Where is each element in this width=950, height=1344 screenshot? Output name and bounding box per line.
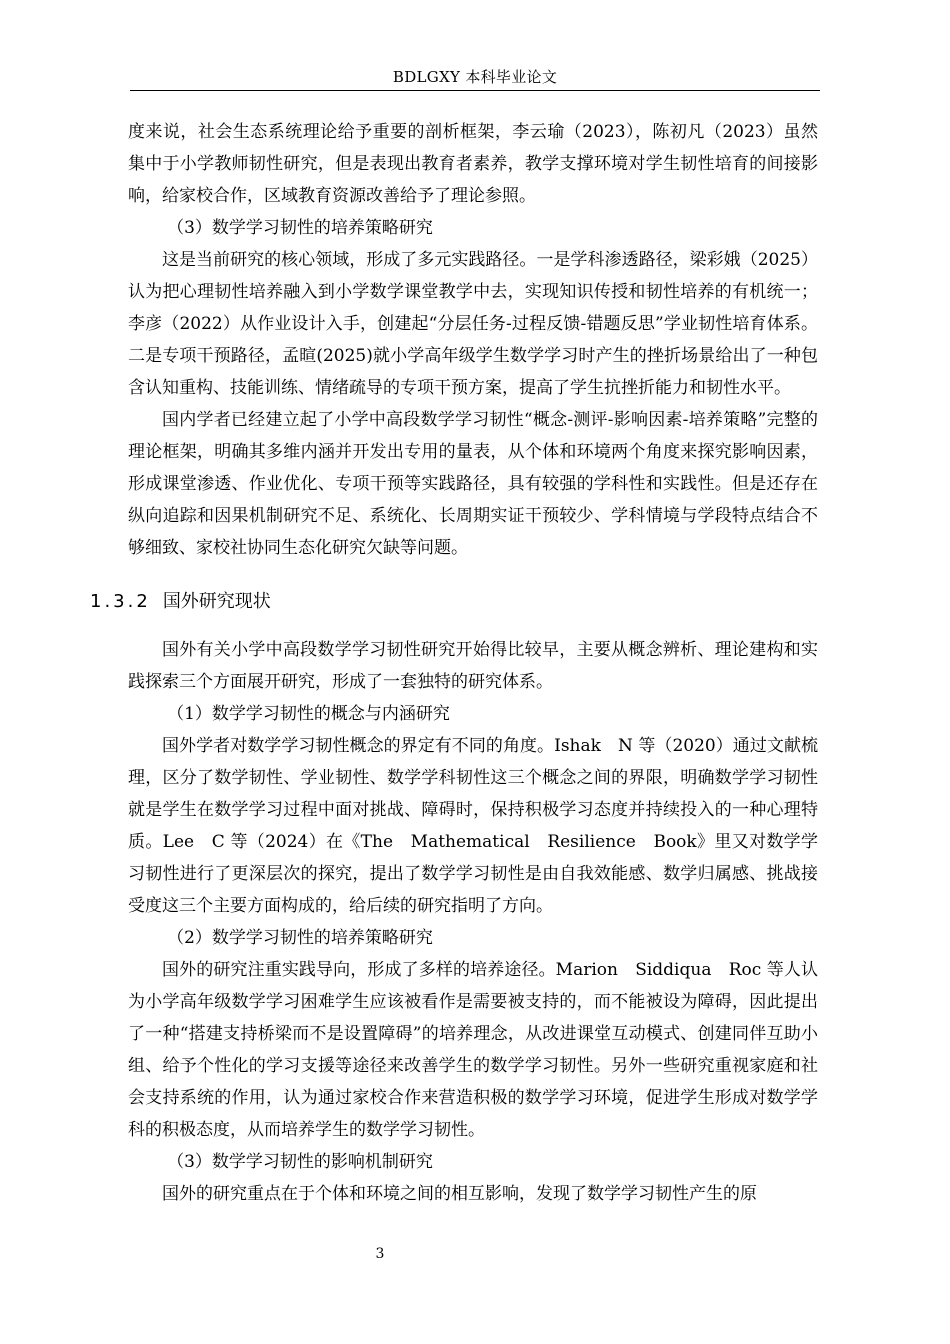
page-number: 3: [375, 1246, 385, 1262]
header-rule: [130, 90, 820, 91]
paragraph-2: 这是当前研究的核心领域，形成了多元实践路径。一是学科渗透路径，梁彩娥（2025）认为把心理韧性培养融入到小学数学课堂教学中去，实现知识传授和韧性培养的有机统一；李彦（2022）从作业设计入手，创建起“分层任务-过程反馈-错题反思”学业韧性培育体系。二是专项干预路径，孟暄(2025)就小学高年级学生数学学习时产生的挫折场景给出了一种包含认知重构、技能训练、情绪疏导的专项干预方案，提高了学生抗挫折能力和韧性水平。: [128, 250, 818, 398]
paragraph-1: 度来说，社会生态系统理论给予重要的剖析框架，李云瑜（2023），陈初凡（2023）虽然集中于小学教师韧性研究，但是表现出教育者素养，教学支撑环境对学生韧性培育的间接影响，给家校合作，区域教育资源改善给予了理论参照。: [128, 122, 818, 206]
paragraph-3: 国内学者已经建立起了小学中高段数学学习韧性“概念-测评-影响因素-培养策略”完整的理论框架，明确其多维内涵并开发出专用的量表，从个体和环境两个角度来探究影响因素，形成课堂渗透、作业优化、专项干预等实践路径，具有较强的学科性和实践性。但是还存在纵向追踪和因果机制研究不足、系统化、长周期实证干预较少、学科情境与学段特点结合不够细致、家校社协同生态化研究欠缺等问题。: [128, 410, 818, 558]
subheading-mechanism: （3）数学学习韧性的影响机制研究: [167, 1152, 433, 1172]
page-body: [90, 116, 818, 1210]
page-header-title: BDLGXY 本科毕业论文: [392, 68, 558, 86]
subheading-strategies-foreign: （2）数学学习韧性的培养策略研究: [167, 928, 433, 948]
section-heading: [90, 586, 818, 618]
paragraph-7: 国外的研究重点在于个体和环境之间的相互影响，发现了数学学习韧性产生的原: [162, 1184, 757, 1204]
paragraph-4: 国外有关小学中高段数学学习韧性研究开始得比较早，主要从概念辨析、理论建构和实践探索三个方面展开研究，形成了一套独特的研究体系。: [128, 640, 818, 692]
paragraph-6: 国外的研究注重实践导向，形成了多样的培养途径。Marion Siddiqua Roc 等人认为小学高年级数学学习困难学生应该被看作是需要被支持的，而不能被设为障碍，因此提出了一种“搭建支持桥梁而不是设置障碍”的培养理念，从改进课堂互动模式、创建同伴互助小组、给予个性化的学习支援等途径来改善学生的数学学习韧性。另外一些研究重视家庭和社会支持系统的作用，认为通过家校合作来营造积极的数学学习环境，促进学生形成对数学学科的积极态度，从而培养学生的数学学习韧性。: [128, 960, 818, 1140]
section-title: 国外研究现状: [162, 591, 271, 612]
paragraph-5: 国外学者对数学学习韧性概念的界定有不同的角度。Ishak N 等（2020）通过文献梳理，区分了数学韧性、学业韧性、数学学科韧性这三个概念之间的界限，明确数学学习韧性就是学生在数学学习过程中面对挑战、障碍时，保持积极学习态度并持续投入的一种心理特质。Lee C 等（2024）在《The Mathematical Resilience Book》里又对数学学习韧性进行了更深层次的探究，提出了数学学习韧性是由自我效能感、数学归属感、挑战接受度这三个主要方面构成的，给后续的研究指明了方向。: [128, 736, 818, 916]
subheading-concept: （1）数学学习韧性的概念与内涵研究: [167, 704, 450, 724]
section-number: 1.3.2: [90, 591, 151, 612]
subheading-strategies-domestic: （3）数学学习韧性的培养策略研究: [167, 218, 433, 238]
